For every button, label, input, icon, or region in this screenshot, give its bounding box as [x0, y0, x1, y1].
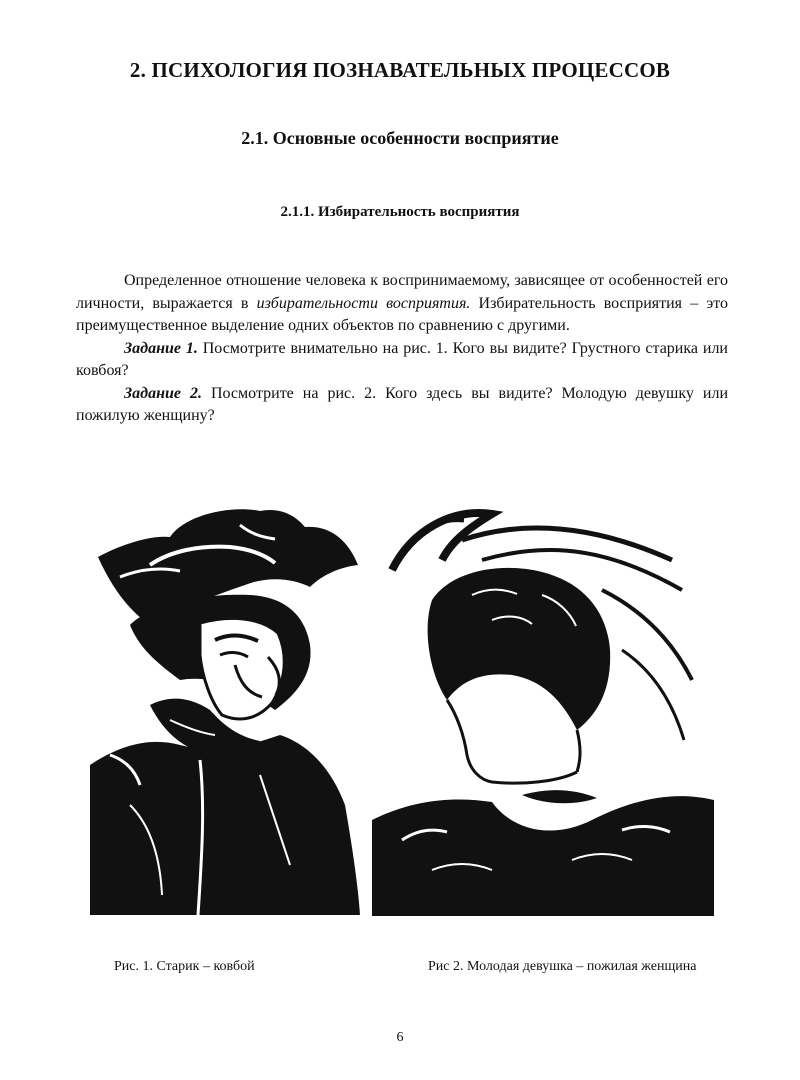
figure-1-old-man-cowboy	[90, 505, 360, 915]
figure-1-caption: Рис. 1. Старик – ковбой	[114, 959, 255, 974]
task-1-text: Посмотрите внимательно на рис. 1. Кого вы видите? Грустного старика или ковбоя?	[76, 339, 728, 379]
intro-text-start: Определенное отношение человека к воспринимаемому, зависящее от особенностей его личности, выражается в	[76, 272, 728, 312]
subsection-title: 2.1.1. Избирательность восприятия	[280, 204, 520, 220]
task-2-paragraph	[76, 383, 728, 428]
figure-2-caption: Рис 2. Молодая девушка – пожилая женщина	[428, 959, 697, 974]
selectivity-term: избирательности восприятия.	[256, 294, 471, 312]
task-1-label: Задание 1.	[124, 339, 198, 357]
task-2-text: Посмотрите на рис. 2. Кого здесь вы видите? Молодую девушку или пожилую женщину?	[76, 384, 728, 424]
figure-2-young-girl-old-woman	[372, 500, 714, 916]
body-text	[76, 270, 728, 428]
task-1-paragraph	[76, 338, 728, 383]
intro-paragraph	[76, 270, 728, 338]
page-number: 6	[396, 1030, 404, 1045]
intro-text-end: Избирательность восприятия – это преимущественное выделение одних объектов по сравнению с другими.	[76, 294, 729, 334]
task-2-label: Задание 2.	[124, 384, 202, 402]
chapter-title: 2. ПСИХОЛОГИЯ ПОЗНАВАТЕЛЬНЫХ ПРОЦЕССОВ	[129, 58, 671, 82]
section-title: 2.1. Основные особенности восприятие	[241, 128, 559, 148]
